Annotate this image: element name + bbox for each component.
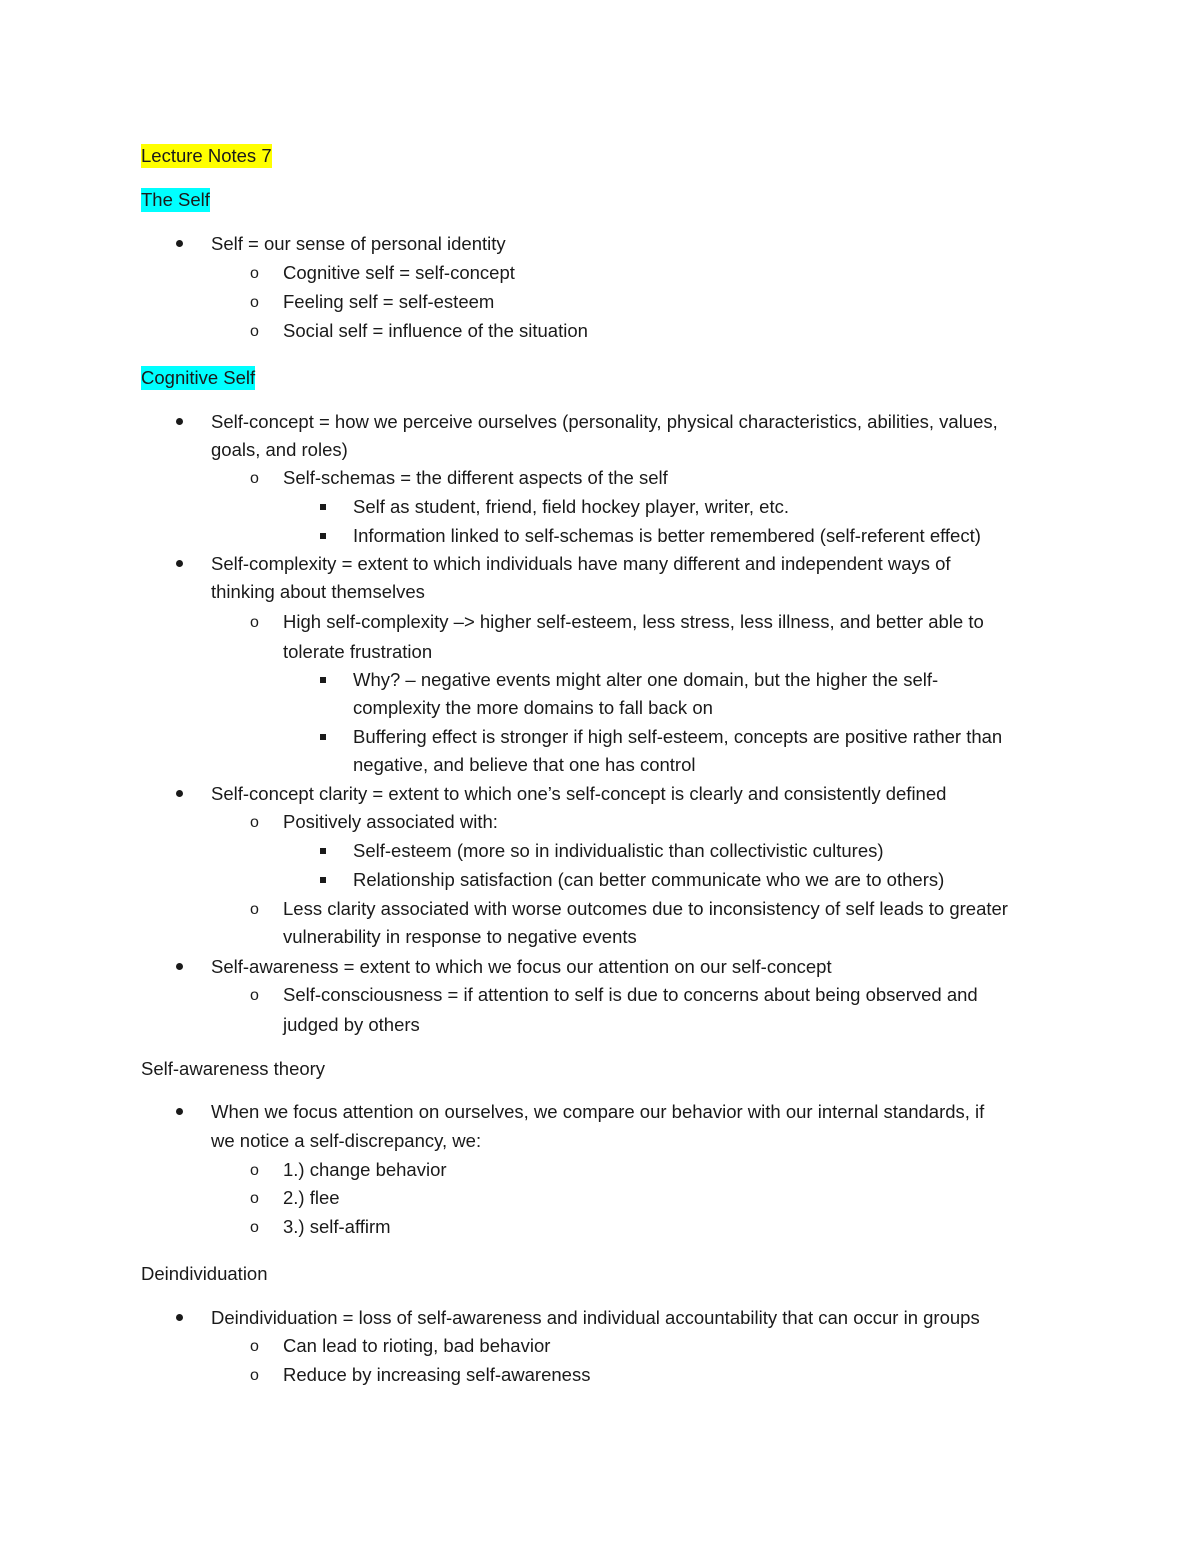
list-item-continuation: complexity the more domains to fall back on: [353, 697, 713, 718]
list-item: Self-concept clarity = extent to which one’s self-concept is clearly and consistently defined: [211, 783, 947, 804]
square-bullet-icon: [320, 848, 326, 854]
bullet-dot: [176, 1314, 183, 1321]
list-item: Social self = influence of the situation: [283, 320, 588, 341]
list-item-continuation: thinking about themselves: [211, 581, 425, 602]
list-item: Information linked to self-schemas is better remembered (self-referent effect): [353, 525, 981, 546]
list-item: When we focus attention on ourselves, we compare our behavior with our internal standards, if: [211, 1101, 985, 1122]
circle-bullet-icon: o: [250, 1190, 259, 1207]
square-bullet-icon: [320, 734, 326, 740]
list-item: Self-esteem (more so in individualistic than collectivistic cultures): [353, 840, 884, 861]
list-item: Self-consciousness = if attention to self is due to concerns about being observed and: [283, 984, 978, 1005]
list-item: Feeling self = self-esteem: [283, 291, 495, 312]
bullet-dot: [176, 418, 183, 425]
bullet-dot: [176, 1108, 183, 1115]
square-bullet-icon: [320, 877, 326, 883]
section-heading-deindividuation: Deindividuation: [141, 1263, 268, 1284]
list-item: Can lead to rioting, bad behavior: [283, 1335, 551, 1356]
square-bullet-icon: [320, 677, 326, 683]
list-item-continuation: negative, and believe that one has control: [353, 754, 696, 775]
list-item: Reduce by increasing self-awareness: [283, 1364, 591, 1385]
section-heading-the-self: The Self: [141, 189, 210, 210]
list-item: Self-complexity = extent to which individuals have many different and independent ways of: [211, 553, 951, 574]
square-bullet-icon: [320, 504, 326, 510]
section-heading-cognitive-self: Cognitive Self: [141, 367, 256, 388]
circle-bullet-icon: o: [250, 1219, 259, 1236]
circle-bullet-icon: o: [250, 614, 259, 631]
list-item: Self = our sense of personal identity: [211, 233, 506, 254]
circle-bullet-icon: o: [250, 1367, 259, 1384]
list-item: Self-concept = how we perceive ourselves (personality, physical characteristics, abilities, values,: [211, 411, 998, 432]
list-item-continuation: vulnerability in response to negative events: [283, 926, 637, 947]
circle-bullet-icon: o: [250, 901, 259, 918]
circle-bullet-icon: o: [250, 987, 259, 1004]
square-bullet-icon: [320, 533, 326, 539]
bullet-dot: [176, 963, 183, 970]
list-item: Less clarity associated with worse outcomes due to inconsistency of self leads to greater: [283, 898, 1008, 919]
list-item: Self-schemas = the different aspects of the self: [283, 467, 668, 488]
page-title: Lecture Notes 7: [141, 145, 272, 166]
circle-bullet-icon: o: [250, 1162, 259, 1179]
bullet-dot: [176, 240, 183, 247]
circle-bullet-icon: o: [250, 814, 259, 831]
circle-bullet-icon: o: [250, 265, 259, 282]
list-item: 1.) change behavior: [283, 1159, 447, 1180]
list-item-continuation: we notice a self-discrepancy, we:: [211, 1130, 482, 1151]
circle-bullet-icon: o: [250, 470, 259, 487]
bullet-dot: [176, 560, 183, 567]
list-item-continuation: judged by others: [283, 1014, 420, 1035]
list-item-continuation: goals, and roles): [211, 439, 348, 460]
list-item: Self-awareness = extent to which we focus our attention on our self-concept: [211, 956, 832, 977]
list-item: Self as student, friend, field hockey player, writer, etc.: [353, 496, 789, 517]
list-item: High self-complexity –> higher self-esteem, less stress, less illness, and better able to: [283, 611, 984, 632]
list-item: 2.) flee: [283, 1187, 340, 1208]
list-item: Why? – negative events might alter one domain, but the higher the self-: [353, 669, 939, 690]
list-item: Cognitive self = self-concept: [283, 262, 515, 283]
circle-bullet-icon: o: [250, 294, 259, 311]
list-item: Deindividuation = loss of self-awareness and individual accountability that can occur in groups: [211, 1307, 980, 1328]
list-item: Relationship satisfaction (can better communicate who we are to others): [353, 869, 945, 890]
list-item: Positively associated with:: [283, 811, 498, 832]
list-item-continuation: tolerate frustration: [283, 641, 433, 662]
list-item: 3.) self-affirm: [283, 1216, 391, 1237]
bullet-dot: [176, 790, 183, 797]
circle-bullet-icon: o: [250, 1338, 259, 1355]
circle-bullet-icon: o: [250, 323, 259, 340]
section-heading-self-awareness-theory: Self-awareness theory: [141, 1058, 326, 1079]
list-item: Buffering effect is stronger if high self-esteem, concepts are positive rather than: [353, 726, 1003, 747]
